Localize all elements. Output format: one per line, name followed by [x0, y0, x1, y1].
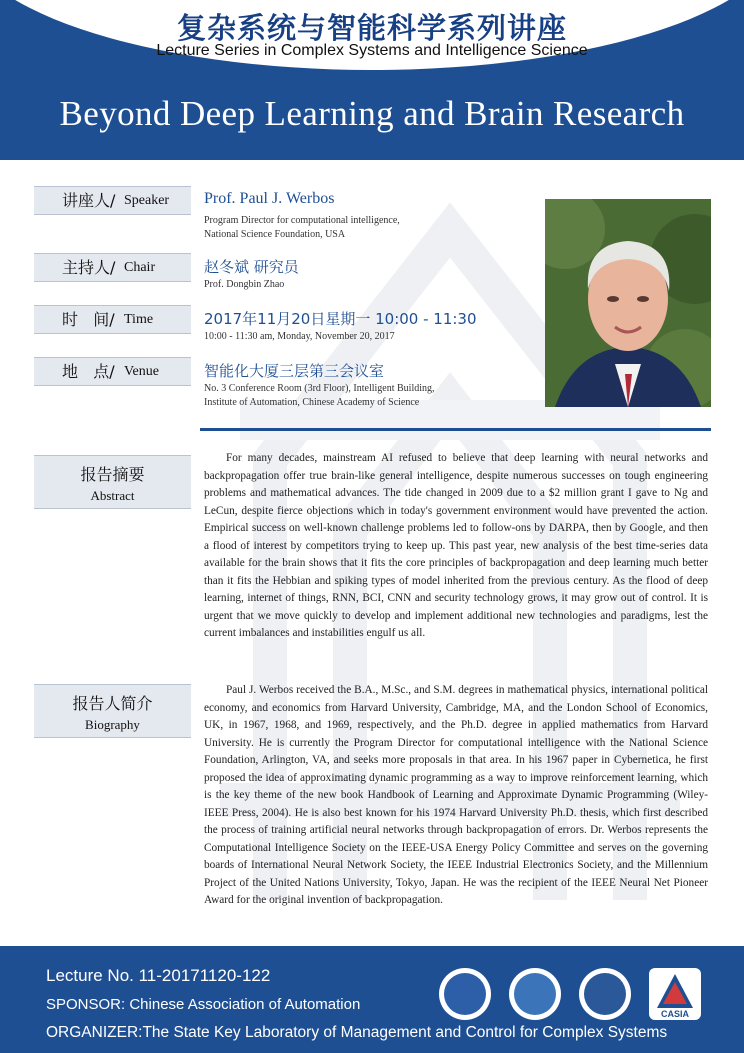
institute-logo-1 — [439, 968, 491, 1020]
venue-detail-1: No. 3 Conference Room (3rd Floor), Intelligent Building, — [204, 383, 435, 394]
biography-text: Paul J. Werbos received the B.A., M.Sc., and S.M. degrees in mathematical physics, international political economy, and economics from Harvard University, Cambridge, MA, and the London School of Economics, UK, in 1967, 1968, and 1969, respectively, and the Ph.D. degree in applied mathematics from Harvard University. He is currently the Program Director for computational intelligence with the National Science Foundation, Arlington, VA, and seeks more proposals in that area. In his 1967 paper in Cybernetica, he first proposed the idea of approximating dynamic programming as a way to improve reinforcement learning, which is the key theme of the new book Handbook of Learning and Approximate Dynamic Programming (Wiley-IEEE Press, 2004). He is also best known for his 1974 Harvard University Ph.D. thesis, which first described the process of training artificial neural networks through backpropagation of errors. Dr. Werbos represents the Computational Intelligence Society on the IEEE-USA Energy Policy Committee and serves on the governing boards of International Neural Network Society, the IEEE Industrial Electronics Society, and the Millennium Project of the United Nations University, Tokyo, Japan. He was the recipient of the IEEE Neural Net Pioneer Award for the original invention of backpropagation. — [204, 684, 708, 906]
sponsor-line: SPONSOR: Chinese Association of Automation — [46, 996, 361, 1013]
lecture-number: Lecture No. 11-20171120-122 — [46, 966, 271, 985]
speaker-detail-2: National Science Foundation, USA — [204, 229, 346, 240]
casia-logo-text: CASIA — [660, 1009, 690, 1019]
speaker-photo — [545, 199, 711, 407]
chair-label — [34, 253, 191, 282]
abstract-label — [34, 455, 191, 509]
venue-label — [34, 357, 191, 386]
series-title-cn: 复杂系统与智能科学系列讲座 — [176, 11, 567, 45]
footer-banner — [0, 946, 744, 1053]
speaker-label-en: Speaker — [124, 193, 170, 208]
institute-logo-2 — [509, 968, 561, 1020]
talk-title: Beyond Deep Learning and Brain Research — [59, 94, 685, 133]
abstract-label-cn: 报告摘要 — [80, 465, 145, 484]
time-label-cn: 时 间/ — [62, 310, 115, 329]
chair-detail: Prof. Dongbin Zhao — [204, 279, 285, 290]
chair-label-en: Chair — [124, 260, 156, 275]
speaker-detail-1: Program Director for computational intelligence, — [204, 215, 400, 226]
speaker-label-cn: 讲座人/ — [62, 191, 116, 210]
time-detail: 10:00 - 11:30 am, Monday, November 20, 2017 — [204, 331, 395, 342]
divider-rule — [200, 428, 711, 431]
biography-label-cn: 报告人简介 — [72, 694, 153, 713]
abstract-label-en: Abstract — [90, 488, 135, 503]
time-value: 2017年11月20日星期一 10:00 - 11:30 — [204, 310, 477, 328]
venue-value: 智能化大厦三层第三会议室 — [204, 362, 385, 380]
chair-label-cn: 主持人/ — [62, 258, 116, 277]
series-title-en: Lecture Series in Complex Systems and Intelligence Science — [156, 42, 588, 59]
time-label-en: Time — [124, 312, 154, 327]
venue-label-en: Venue — [124, 364, 159, 379]
abstract-text: For many decades, mainstream AI refused to believe that deep learning with neural networks and backpropagation offer true brain-like general intelligence, despite numerous successes on tough engineering problems and mathematical advances. The tide changed in 2009 due to a $2 million grant I gave to Ng and LeCun, despite fierce objections which in today's government environment would have prevented the action. Empirical success on well-known challenge problems led to follow-ons by DARPA, then by Google, and then a flood of interest by competitors trying to keep up. This past year, new analysis of the best time-series data available for the brain shows that it fits the core principles of backpropagation and deep learning much better than it fits the Hebbian and spiking types of model inherited from the previous century. As the flood of deep learning, internet of things, RNN, BCI, CNN and security technology grows, it may grow out of control. It is urgent that we move quickly to develop and implement additional new technologies and paradigms, lest the current imbalances and instabilities engulf us all. — [204, 452, 708, 639]
biography-label — [34, 684, 191, 738]
speaker-label — [34, 186, 191, 215]
venue-detail-2: Institute of Automation, Chinese Academy of Science — [204, 397, 420, 408]
header-banner — [0, 0, 744, 160]
biography-label-en: Biography — [85, 717, 140, 732]
institute-logo-3 — [579, 968, 631, 1020]
casia-logo — [649, 968, 701, 1020]
venue-label-cn: 地 点/ — [62, 362, 115, 381]
chair-name: 赵冬斌 研究员 — [204, 258, 299, 276]
organizer-line: ORGANIZER:The State Key Laboratory of Management and Control for Complex Systems — [46, 1024, 668, 1041]
speaker-name: Prof. Paul J. Werbos — [204, 190, 335, 207]
time-label — [34, 305, 191, 334]
